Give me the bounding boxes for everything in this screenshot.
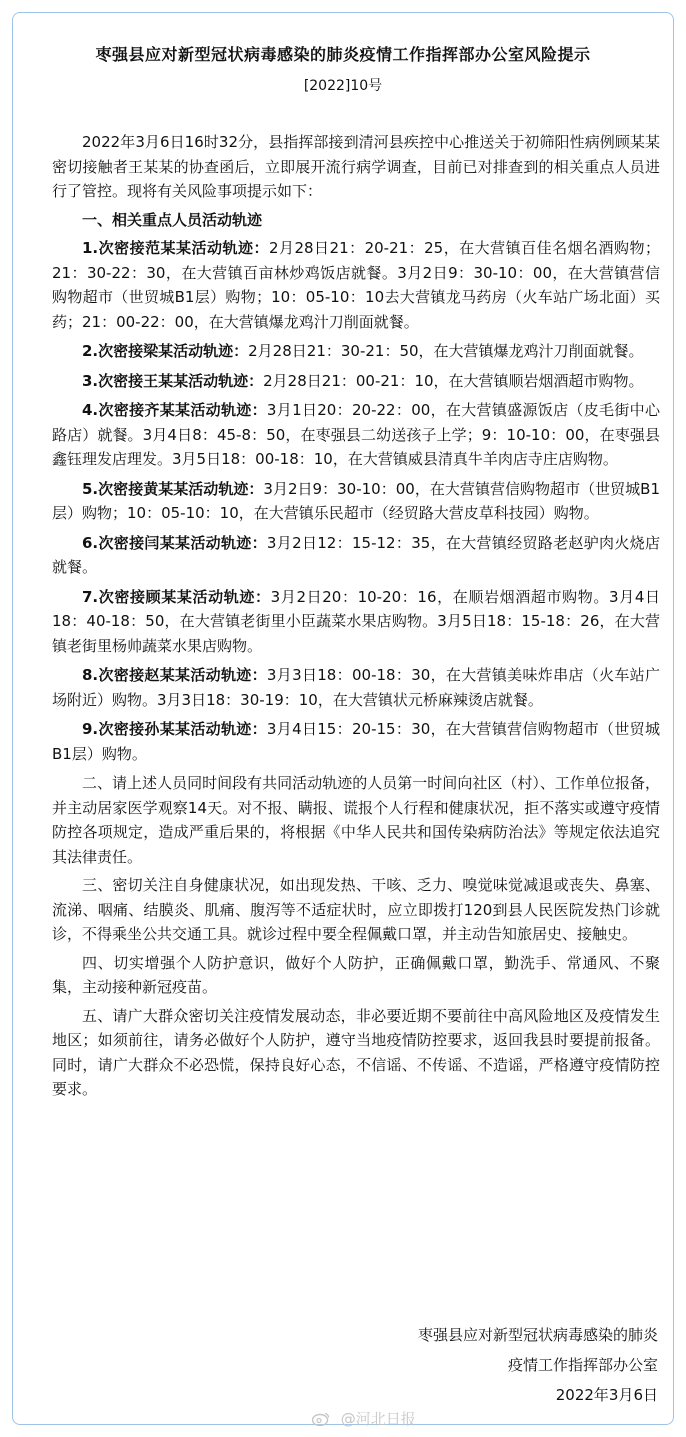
document-number: [2022]10号	[303, 78, 383, 94]
track-item	[52, 663, 660, 712]
track-item	[52, 369, 660, 394]
track-text: 2月28日21：00-21：10，在大营镇顺岩烟酒超市购物。	[263, 371, 644, 390]
track-item	[52, 531, 660, 580]
track-item	[52, 236, 660, 334]
track-text: 3月2日20：10-20：16，在顺岩烟酒超市购物。3月4日18：40-18：50，在大营镇老街里小臣蔬菜水果店购物。3月5日18：15-18：26，在大营镇老街里杨帅蔬菜水果店购物。	[52, 587, 660, 655]
document-body	[52, 130, 660, 1106]
track-text: 2月28日21：30-21：50，在大营镇爆龙鸡汁刀削面就餐。	[248, 342, 644, 360]
track-label: 5.次密接黄某某活动轨迹：	[82, 479, 264, 498]
signature-org-line1: 枣强县应对新型冠状病毒感染的肺炎	[417, 1326, 658, 1344]
track-label: 4.次密接齐某某活动轨迹：	[82, 401, 267, 419]
section-4-paragraph: 四、切实增强个人防护意识，做好个人防护，正确佩戴口罩，勤洗手、常通风、不聚集，主动接种新冠疫苗。	[52, 953, 660, 996]
track-label: 9.次密接孙某某活动轨迹：	[82, 720, 267, 738]
signature-block	[418, 1320, 658, 1410]
track-item	[52, 717, 660, 766]
track-text: 3月1日20：20-22：00，在大营镇盛源饭店（皮毛街中心路店）就餐。3月4日8：45-8：50，在枣强县二幼送孩子上学；9：10-10：00，在枣强县鑫钰理发店理发。3月5日18：00-18：10，在大营镇威县清真牛羊肉店寺庄店购物。	[52, 401, 660, 468]
document-title: 枣强县应对新型冠状病毒感染的肺炎疫情工作指挥部办公室风险提示	[95, 45, 591, 64]
watermark-text: @河北日报	[340, 1410, 416, 1428]
track-label: 7.次密接顾某某活动轨迹：	[82, 587, 271, 606]
section-2-paragraph: 二、请上述人员同时间段有共同活动轨迹的人员第一时间向社区（村）、工作单位报备，并主动居家医学观察14天。对不报、瞒报、谎报个人行程和健康状况，拒不落实或遵守疫情防控各项规定，造成严重后果的，将根据《中华人民共和国传染病防治法》等规定依法追究其法律责任。	[52, 774, 660, 866]
track-label: 6.次密接闫某某活动轨迹：	[82, 533, 267, 552]
signature-org-line2: 疫情工作指挥部办公室	[507, 1356, 658, 1374]
track-item	[52, 585, 660, 659]
track-text: 3月4日15：20-15：30，在大营镇营信购物超市（世贸城B1层）购物。	[52, 720, 660, 763]
intro-paragraph: 2022年3月6日16时32分，县指挥部接到清河县疾控中心推送关于初筛阳性病例顾某某密切接触者王某某的协查函后，立即展开流行病学调查，目前已对排查到的相关重点人员进行了管控。现将有关风险事项提示如下：	[52, 133, 660, 200]
track-label: 8.次密接赵某某活动轨迹：	[82, 666, 267, 684]
weibo-icon	[312, 1410, 335, 1428]
track-label: 2.次密接梁某活动轨迹：	[82, 342, 249, 360]
section-3-paragraph: 三、密切关注自身健康状况，如出现发热、干咳、乏力、嗅觉味觉减退或丧失、鼻塞、流涕、咽痛、结膜炎、肌痛、腹泻等不适症状时，应立即拨打120到县人民医院发热门诊就诊，不得乘坐公共交通工具。就诊过程中要全程佩戴口罩，并主动告知旅居史、接触史。	[52, 876, 660, 943]
track-label: 3.次密接王某某活动轨迹：	[82, 371, 264, 390]
track-label: 1.次密接范某某活动轨迹：	[82, 239, 269, 257]
watermark	[312, 1408, 416, 1429]
track-text: 3月2日9：30-10：00，在大营镇营信购物超市（世贸城B1层）购物；10：05-10：10，在大营镇乐民超市（经贸路大营皮草科技园）购物。	[52, 479, 661, 522]
section-5-paragraph: 五、请广大群众密切关注疫情发展动态，非必要近期不要前往中高风险地区及疫情发生地区；如须前往，请务必做好个人防护，遵守当地疫情防控要求，返回我县时要提前报备。同时，请广大群众不必恐慌，保持良好心态，不信谣、不传谣、不造谣，严格遵守疫情防控要求。	[52, 1006, 660, 1098]
track-item	[52, 339, 660, 364]
track-item	[52, 477, 660, 526]
track-item	[52, 398, 660, 472]
track-text: 3月2日12：15-12：35，在大营镇经贸路老赵驴肉火烧店就餐。	[52, 533, 660, 576]
signature-date: 2022年3月6日	[555, 1386, 658, 1404]
track-text: 2月28日21：20-21：25，在大营镇百佳名烟名酒购物；21：30-22：30，在大营镇百亩林炒鸡饭店就餐。3月2日9：30-10：00，在大营镇营信购物超市（世贸城B1层）购物；10：05-10：10去大营镇龙马药房（火车站广场北面）买药；21：00-22：00，在大营镇爆龙鸡汁刀削面就餐。	[52, 239, 660, 331]
section-1-title: 一、相关重点人员活动轨迹	[82, 210, 263, 229]
track-text: 3月3日18：00-18：30，在大营镇美味炸串店（火车站广场附近）购物。3月3日18：30-19：10，在大营镇状元桥麻辣烫店就餐。	[52, 666, 660, 709]
